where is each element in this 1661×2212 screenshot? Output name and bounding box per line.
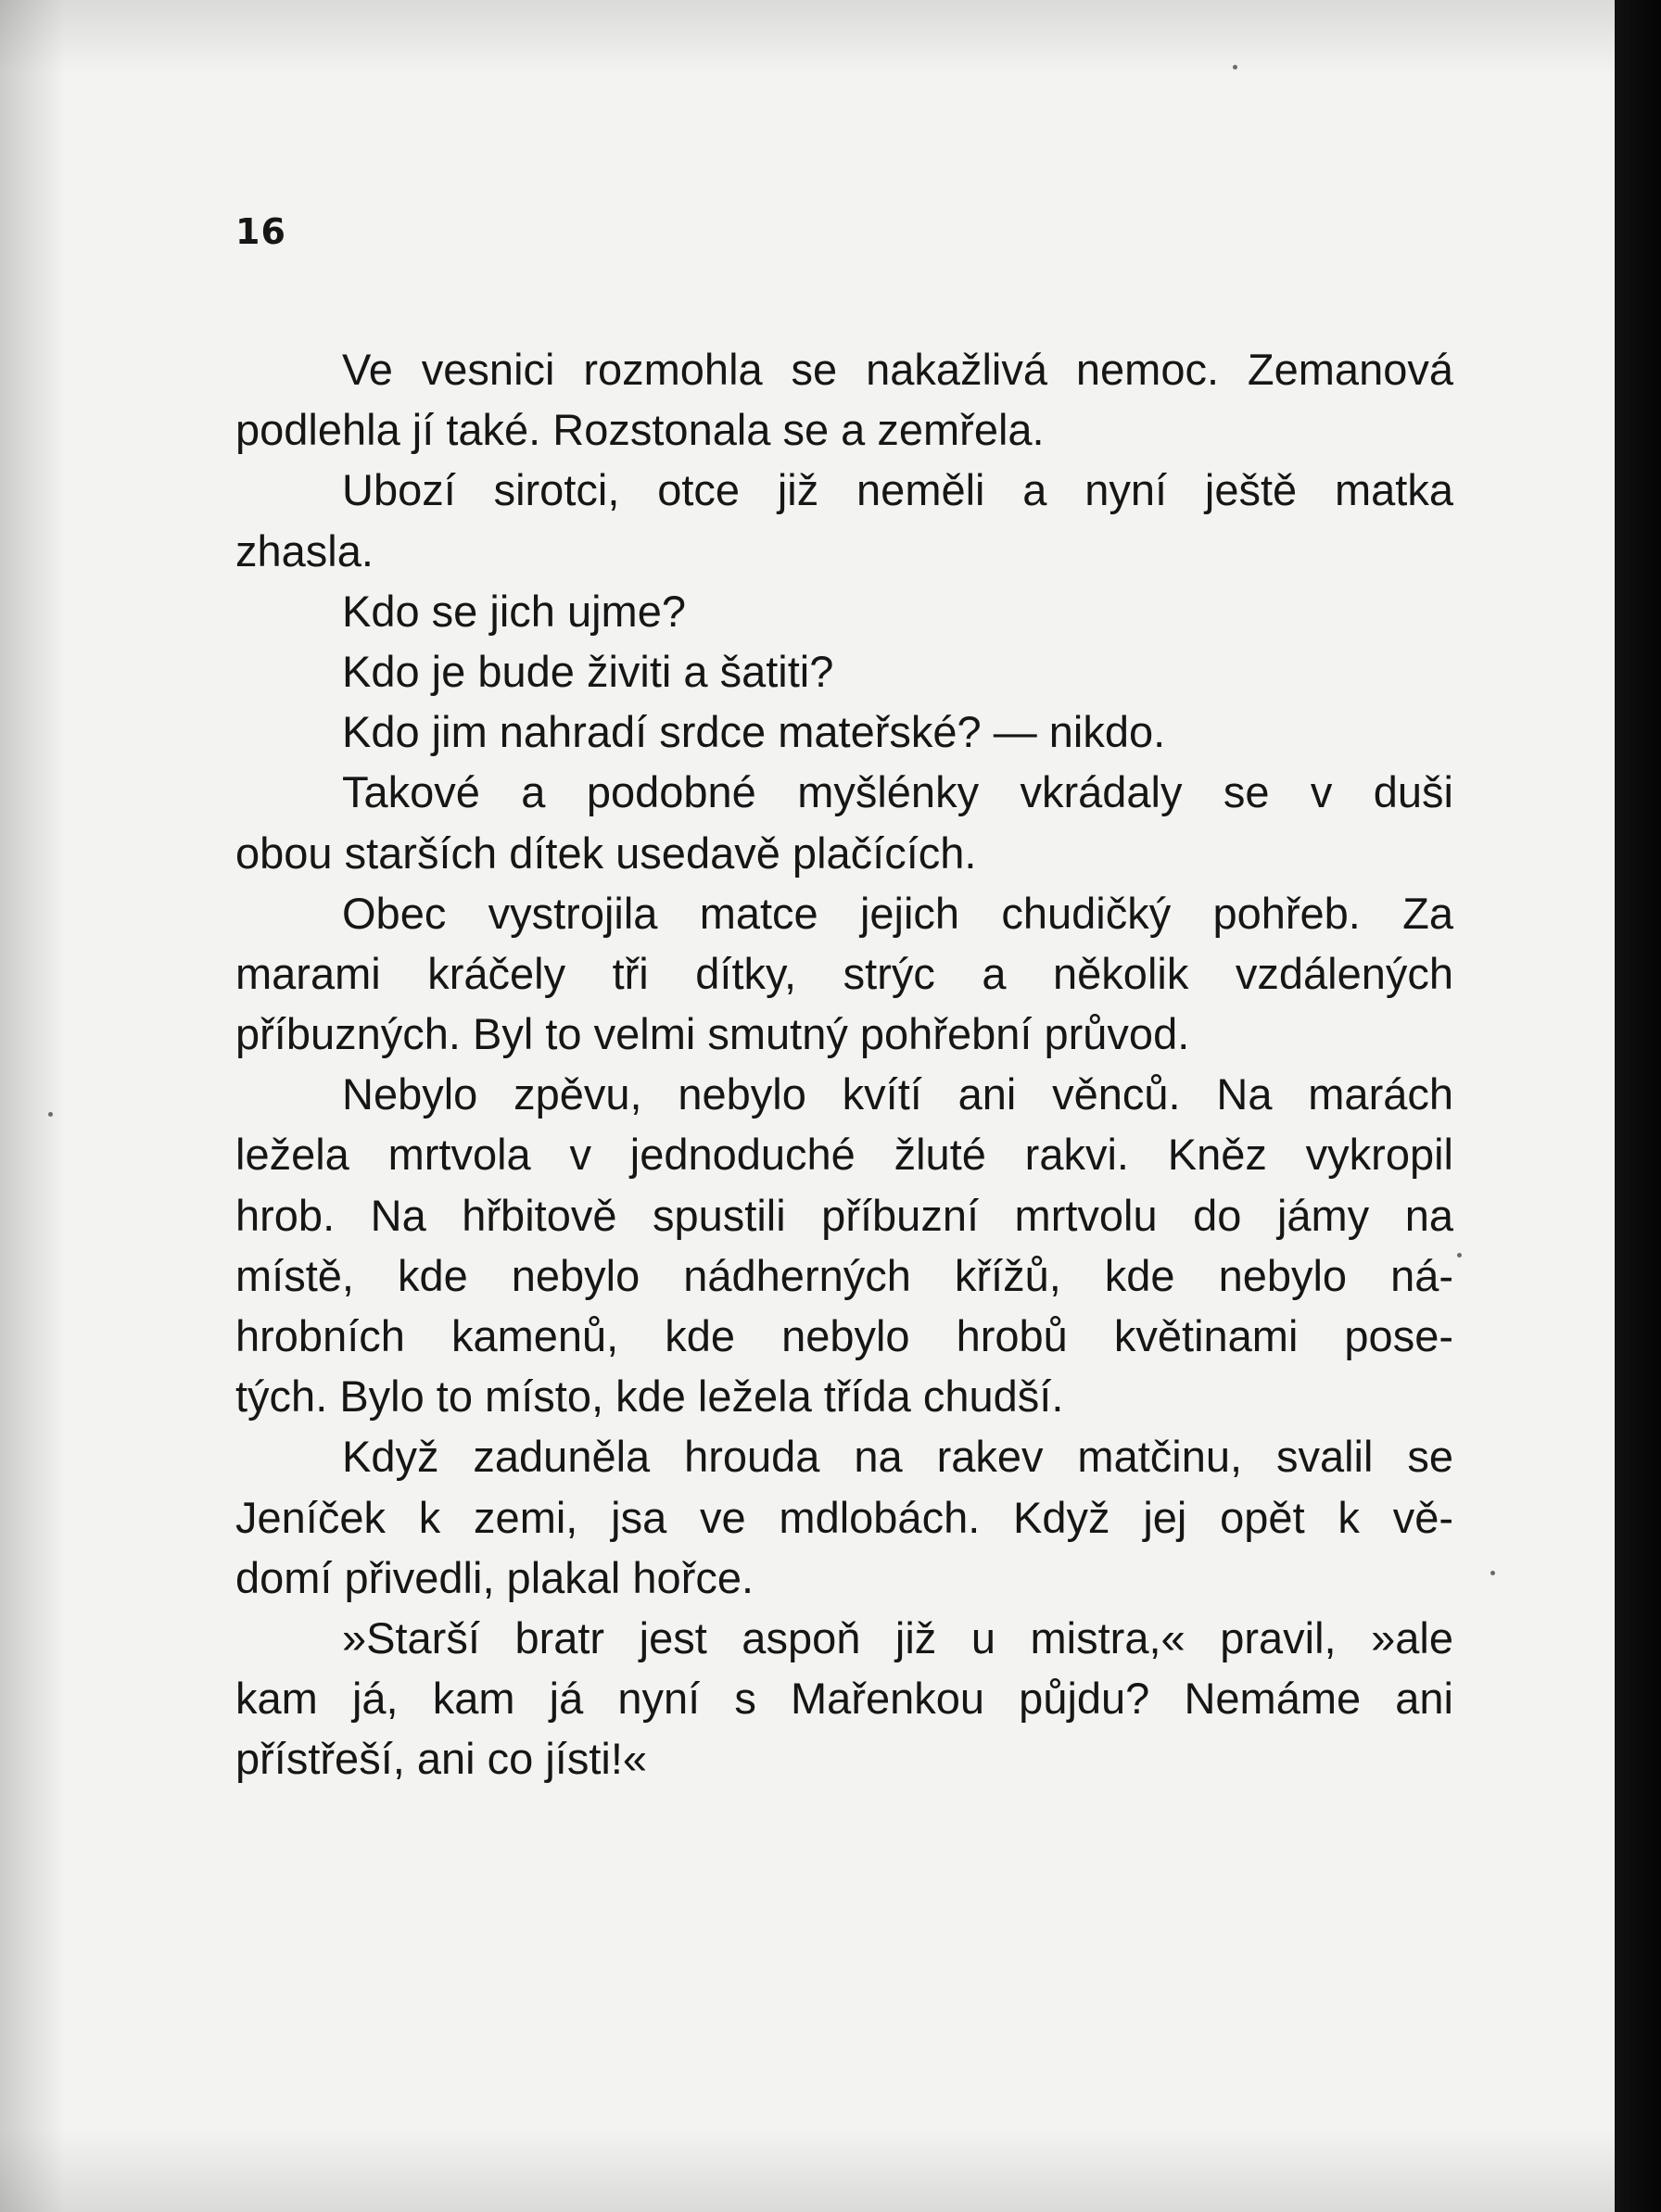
text-line: podlehla jí také. Rozstonala se a zemřela. [235,405,1045,455]
page-shadow-top [0,0,1615,74]
text-line: hrob. Na hřbitově spustili příbuzní mrtvolu do jámy na [235,1190,1453,1240]
text-line: Nebylo zpěvu, nebylo kvítí ani věnců. Na marách [342,1069,1453,1119]
paper-speck [1233,65,1237,70]
text-line: zhasla. [235,525,374,575]
text-line: Ubozí sirotci, otce již neměli a nyní ještě matka [342,465,1453,515]
text-line: Kdo se jich ujme? [342,586,686,636]
text-line: Když zaduněla hrouda na rakev matčinu, svalil se [342,1432,1453,1482]
text-line: Takové a podobné myšlénky vkrádaly se v duši [342,767,1453,817]
text-line: Kdo jim nahradí srdce mateřské? — nikdo. [342,707,1166,757]
text-line: domí přivedli, plakal hořce. [235,1552,754,1602]
paper-speck [1457,1253,1462,1258]
paper-speck [48,1112,53,1117]
text-line: Ve vesnici rozmohla se nakažlivá nemoc. Zemanová [342,345,1453,394]
text-line: obou starších dítek usedavě plačících. [235,828,977,878]
text-line: Kdo je bude živiti a šatiti? [342,646,834,696]
page-shadow-left [0,0,65,2212]
text-line: hrobních kamenů, kde nebylo hrobů květinami pose- [235,1311,1453,1360]
text-line: ležela mrtvola v jednoduché žluté rakvi. Kněz vykropil [235,1130,1453,1180]
text-line: kam já, kam já nyní s Mařenkou půjdu? Nemáme ani [235,1674,1453,1724]
text-line: »Starší bratr jest aspoň již u mistra,« pravil, »ale [342,1612,1453,1662]
body-text [235,339,1453,1789]
text-line: místě, kde nebylo nádherných křížů, kde nebylo ná- [235,1250,1453,1300]
text-line: Jeníček k zemi, jsa ve mdlobách. Když jej opět k vě- [235,1492,1453,1542]
page-number: 16 [235,211,286,252]
text-line: marami kráčely tři dítky, strýc a několik vzdálených [235,948,1453,998]
page-shadow-bottom [0,2129,1615,2212]
text-line: přístřeší, ani co jísti!« [235,1734,648,1784]
paper-speck [1490,1571,1495,1575]
text-line: tých. Bylo to místo, kde ležela třída chudší. [235,1371,1064,1422]
text-line: Obec vystrojila matce jejich chudičký pohřeb. Za [342,888,1453,938]
text-line: příbuzných. Byl to velmi smutný pohřební průvod. [235,1009,1190,1059]
book-binding-edge [1615,0,1661,2212]
